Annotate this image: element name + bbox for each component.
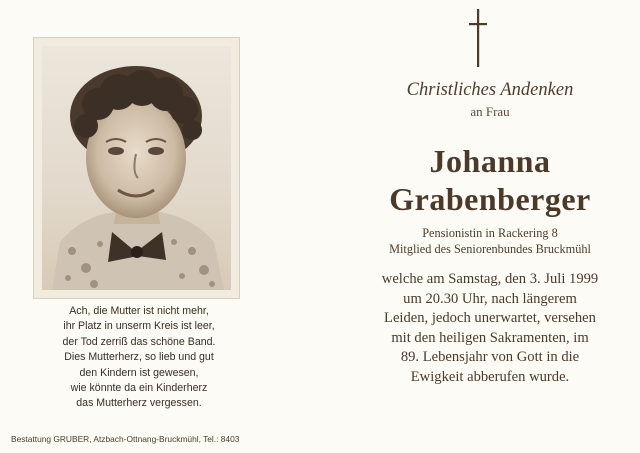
- last-name: Grabenberger: [389, 181, 591, 217]
- poem-line: der Tod zerriß das schöne Band.: [62, 335, 216, 348]
- poem: [30, 304, 248, 412]
- first-name: Johanna: [429, 143, 551, 179]
- memorial-heading: Christliches Andenken: [406, 80, 574, 100]
- poem-line: das Mutterherz vergessen.: [76, 397, 202, 410]
- notice-line: um 20.30 Uhr, nach längerem: [403, 290, 577, 307]
- cross-icon: [468, 9, 488, 67]
- poem-line: Ach, die Mutter ist nicht mehr,: [69, 305, 209, 317]
- poem-line: Dies Mutterherz, so lieb und gut: [64, 351, 214, 364]
- notice-line: 89. Lebensjahr von Gott in die: [400, 349, 580, 366]
- poem-line: den Kindern ist gewesen,: [79, 366, 199, 379]
- portrait-frame: [33, 37, 240, 299]
- poem-line: wie könnte da ein Kinderherz: [70, 382, 208, 395]
- notice-line: mit den heiligen Sakramenten, im: [391, 329, 589, 346]
- death-notice-text: [340, 270, 640, 388]
- membership-line: Mitglied des Seniorenbundes Bruckmühl: [389, 242, 591, 256]
- portrait-photo: [42, 46, 231, 290]
- memorial-subheading: an Frau: [470, 104, 510, 119]
- notice-line: welche am Samstag, den 3. Juli 1999: [381, 271, 599, 287]
- poem-line: ihr Platz in unserm Kreis ist leer,: [63, 320, 215, 333]
- notice-line: Ewigkeit abberufen wurde.: [410, 368, 570, 385]
- portrait-illustration: [42, 46, 231, 290]
- notice-line: Leiden, jedoch unerwartet, versehen: [384, 310, 596, 327]
- funeral-home-footer: Bestattung GRUBER, Atzbach-Ottnang-Bruckmühl, Tel.: 8403: [11, 434, 240, 444]
- occupation-line: Pensionistin in Rackering 8: [422, 226, 558, 240]
